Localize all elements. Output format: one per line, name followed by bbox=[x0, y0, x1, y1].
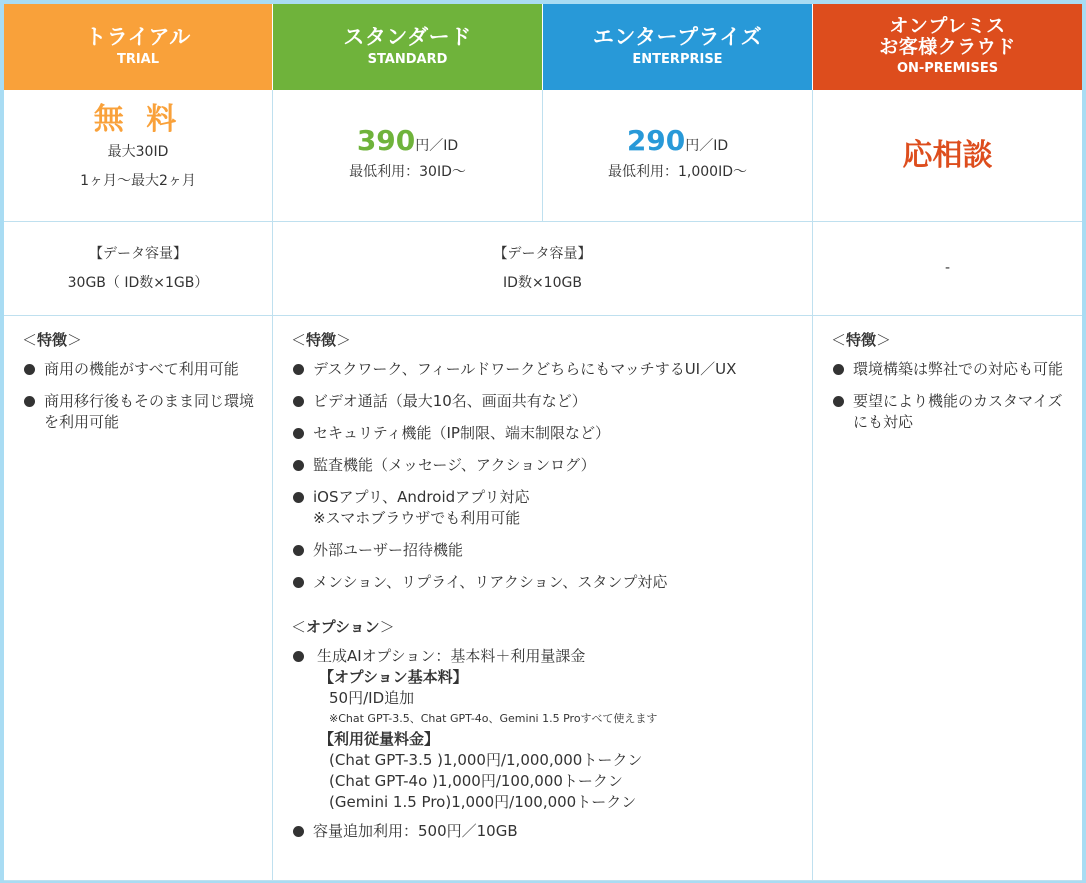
bullet-icon bbox=[293, 651, 304, 662]
option-usage-line: (Chat GPT-3.5 )1,000円/1,000,000トークン bbox=[329, 751, 643, 769]
bullet-icon bbox=[833, 396, 844, 407]
list-item: 外部ユーザー招待機能 bbox=[291, 540, 794, 561]
plan-name-jp: トライアル bbox=[85, 25, 191, 49]
list-item bbox=[291, 646, 794, 813]
plan-name-en: STANDARD bbox=[367, 52, 448, 67]
features-header: ＜特徴＞ bbox=[22, 331, 83, 349]
features-list bbox=[831, 359, 1064, 433]
features-list bbox=[22, 359, 254, 433]
features-cell-standard-enterprise bbox=[273, 316, 813, 881]
bullet-icon bbox=[293, 577, 304, 588]
plan-name-jp: スタンダード bbox=[343, 25, 472, 49]
bullet-icon bbox=[293, 428, 304, 439]
features-header: ＜特徴＞ bbox=[291, 331, 352, 349]
capacity-cell-trial bbox=[4, 222, 273, 316]
capacity-cell-onprem bbox=[813, 222, 1082, 316]
bullet-icon bbox=[833, 364, 844, 375]
plan-name-jp-2: お客様クラウド bbox=[879, 36, 1016, 58]
list-item: 監査機能（メッセージ、アクションログ） bbox=[291, 455, 794, 476]
bullet-icon bbox=[293, 396, 304, 407]
plan-header-trial bbox=[4, 4, 273, 90]
capacity-label: 【データ容量】 bbox=[89, 245, 187, 262]
option-storage: 容量追加利用：500円／10GB bbox=[313, 822, 518, 840]
bullet-icon bbox=[24, 364, 35, 375]
pricing-table bbox=[4, 4, 1082, 881]
features-cell-trial bbox=[4, 316, 273, 881]
option-base-note: ※Chat GPT-3.5、Chat GPT-4o、Gemini 1.5 Proすべて使えます bbox=[329, 712, 658, 725]
bullet-icon bbox=[293, 364, 304, 375]
minimum-usage: 最低利用：30ID〜 bbox=[349, 164, 466, 180]
list-item: 環境構築は弊社での対応も可能 bbox=[831, 359, 1064, 380]
option-usage-label: 【利用従量料金】 bbox=[319, 730, 440, 748]
bullet-icon bbox=[293, 460, 304, 471]
capacity-value: ID数×10GB bbox=[503, 274, 582, 291]
features-list bbox=[291, 359, 794, 593]
bullet-icon bbox=[293, 492, 304, 503]
price-consult: 応相談 bbox=[902, 137, 993, 173]
price-amount: 290 bbox=[626, 124, 686, 157]
price-line bbox=[357, 124, 458, 158]
plan-header-onprem bbox=[813, 4, 1082, 90]
plan-header-standard bbox=[273, 4, 543, 90]
list-item: 商用の機能がすべて利用可能 bbox=[22, 359, 254, 380]
price-cell-enterprise bbox=[543, 90, 813, 222]
price-free: 無 料 bbox=[93, 101, 183, 137]
bullet-icon bbox=[293, 826, 304, 837]
capacity-value: 30GB（ ID数×1GB） bbox=[67, 274, 209, 291]
pricing-table-frame bbox=[4, 4, 1082, 881]
price-cell-trial bbox=[4, 90, 273, 222]
price-unit: 円／ID bbox=[415, 138, 459, 154]
price-line bbox=[627, 124, 728, 158]
bullet-icon bbox=[293, 545, 304, 556]
plan-name-en: TRIAL bbox=[116, 52, 160, 67]
features-header: ＜特徴＞ bbox=[831, 331, 892, 349]
minimum-usage: 最低利用：1,000ID〜 bbox=[608, 164, 747, 180]
list-item: メンション、リプライ、リアクション、スタンプ対応 bbox=[291, 572, 794, 593]
trial-max-ids: 最大30ID bbox=[107, 143, 169, 160]
bullet-icon bbox=[24, 396, 35, 407]
plan-header-enterprise bbox=[543, 4, 813, 90]
trial-duration: 1ヶ月〜最大2ヶ月 bbox=[80, 172, 196, 189]
list-item: セキュリティ機能（IP制限、端末制限など） bbox=[291, 423, 794, 444]
option-usage-line: (Chat GPT-4o )1,000円/100,000トークン bbox=[329, 772, 623, 790]
option-usage-line: (Gemini 1.5 Pro)1,000円/100,000トークン bbox=[329, 793, 637, 811]
list-item bbox=[291, 821, 794, 842]
price-unit: 円／ID bbox=[685, 138, 729, 154]
capacity-label: 【データ容量】 bbox=[493, 245, 592, 262]
option-base-value: 50円/ID追加 bbox=[329, 689, 415, 707]
ios-note: ※スマホブラウザでも利用可能 bbox=[313, 509, 521, 527]
plan-name-jp-1: オンプレミス bbox=[889, 15, 1006, 37]
option-base-label: 【オプション基本料】 bbox=[319, 668, 468, 686]
features-cell-onprem bbox=[813, 316, 1082, 881]
plan-name-en: ENTERPRISE bbox=[632, 52, 723, 67]
price-cell-onprem bbox=[813, 90, 1082, 222]
price-cell-standard bbox=[273, 90, 543, 222]
capacity-value: - bbox=[944, 260, 951, 276]
price-amount: 390 bbox=[356, 124, 416, 157]
plan-name-jp: エンタープライズ bbox=[592, 25, 763, 49]
list-item: ビデオ通話（最大10名、画面共有など） bbox=[291, 391, 794, 412]
plan-name-en: ON-PREMISES bbox=[896, 61, 999, 76]
list-item: iOSアプリ、Androidアプリ対応 ※スマホブラウザでも利用可能 bbox=[291, 487, 794, 529]
option-ai-details bbox=[313, 667, 794, 813]
list-item: 商用移行後もそのまま同じ環境を利用可能 bbox=[22, 391, 254, 433]
options-header: ＜オプション＞ bbox=[291, 618, 395, 636]
option-ai: 生成AIオプション：基本料＋利用量課金 bbox=[317, 647, 586, 665]
list-item: デスクワーク、フィールドワークどちらにもマッチするUI／UX bbox=[291, 359, 794, 380]
options-list bbox=[291, 646, 794, 842]
list-item: 要望により機能のカスタマイズにも対応 bbox=[831, 391, 1064, 433]
capacity-cell-standard-enterprise bbox=[273, 222, 813, 316]
